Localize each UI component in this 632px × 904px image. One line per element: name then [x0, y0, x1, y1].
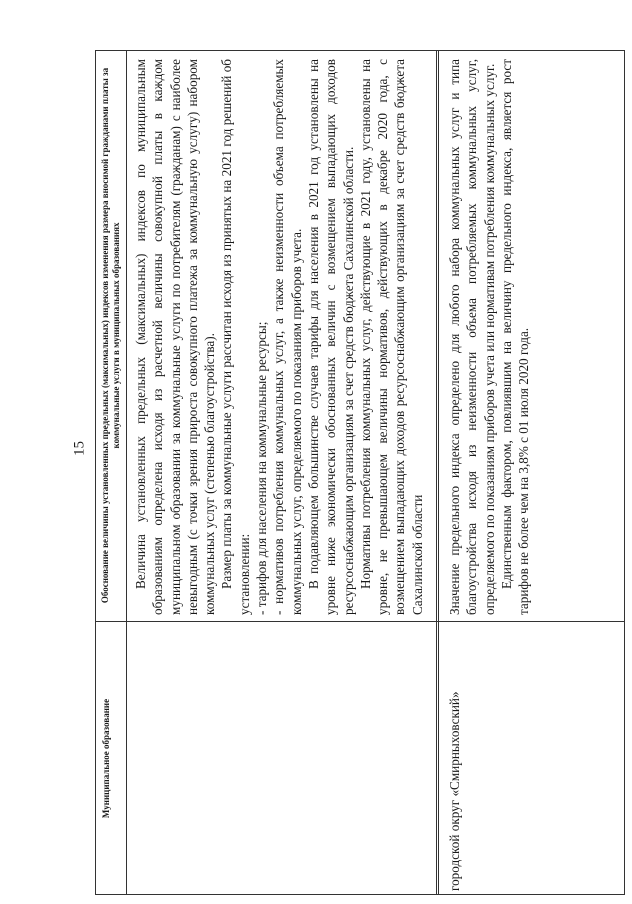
page-number: 15: [71, 441, 88, 456]
general-paragraph-3: - тарифов для населения на коммунальные ресурсы;: [254, 321, 270, 615]
general-paragraph-4: - нормативов потребления коммунальных услуг, а также неизменности объема потребляемых коммунальных услуг, определяемого по показаниям приборов учета.: [271, 59, 304, 615]
header-municipality: Муниципальное образование: [101, 698, 111, 819]
general-paragraph-2: Размер платы за коммунальные услуги рассчитан исходя из принятых на 2021 год решений об установлении:: [219, 59, 252, 615]
row-paragraph-2: Единственным фактором, повлиявшим на величину предельного индекса, является рост тарифов не более чем на 3,8% с 01 июля 2020 года.: [498, 59, 532, 615]
general-paragraph-1: Величина установленных предельных (максимальных) индексов по муниципальным образованиям определена исходя из расчетной величины совокупной платы в каждом муниципальном образовании за коммунальные услуги по потребителям (гражданам) с наиболее невыгодным (с точки зрения прироста совокупного платежа за коммунальную услугу) набором коммунальных услуг (степенью благоустройства).: [133, 59, 218, 615]
row-divider: [436, 51, 437, 894]
table-row-justification: [446, 59, 532, 615]
row-paragraph-1: Значение предельного индекса определено для любого набора коммунальных услуг и типа благоустройства исходя из неизменности объема потребляемых коммунальных услуг, определяемого по показаниям приборов учета или нормативам потребления коммунальных услуг.: [447, 59, 497, 615]
table-row-municipality: городской округ «Смирныховский»: [447, 691, 462, 891]
general-paragraph-6: Нормативы потребления коммунальных услуг, действующие в 2021 году, установлены на уровне, не превышающем величины нормативов, действующих в декабре 2020 года, с возмещением выпадающих доходов ресурсоснабжающим организациям за счет средств бюджета Сахалинской области: [357, 59, 425, 615]
general-justification: [132, 59, 426, 615]
column-divider: [96, 621, 624, 622]
header-divider: [126, 51, 127, 894]
header-justification: Обоснование величины установленных предельных (максимальных) индексов изменения размера вносимой гражданами платы за коммунальные услуги в муниципальных образованиях: [100, 67, 121, 604]
general-paragraph-5: В подавляющем большинстве случаев тарифы для населения в 2021 год установлены на уровне ниже экономически обоснованных величин с возмещением выпадающих доходов ресурсоснабжающим организациям за счет средств бюджета Сахалинской области.: [305, 59, 356, 615]
row-divider-double: [438, 51, 439, 894]
justification-table: [95, 50, 625, 895]
